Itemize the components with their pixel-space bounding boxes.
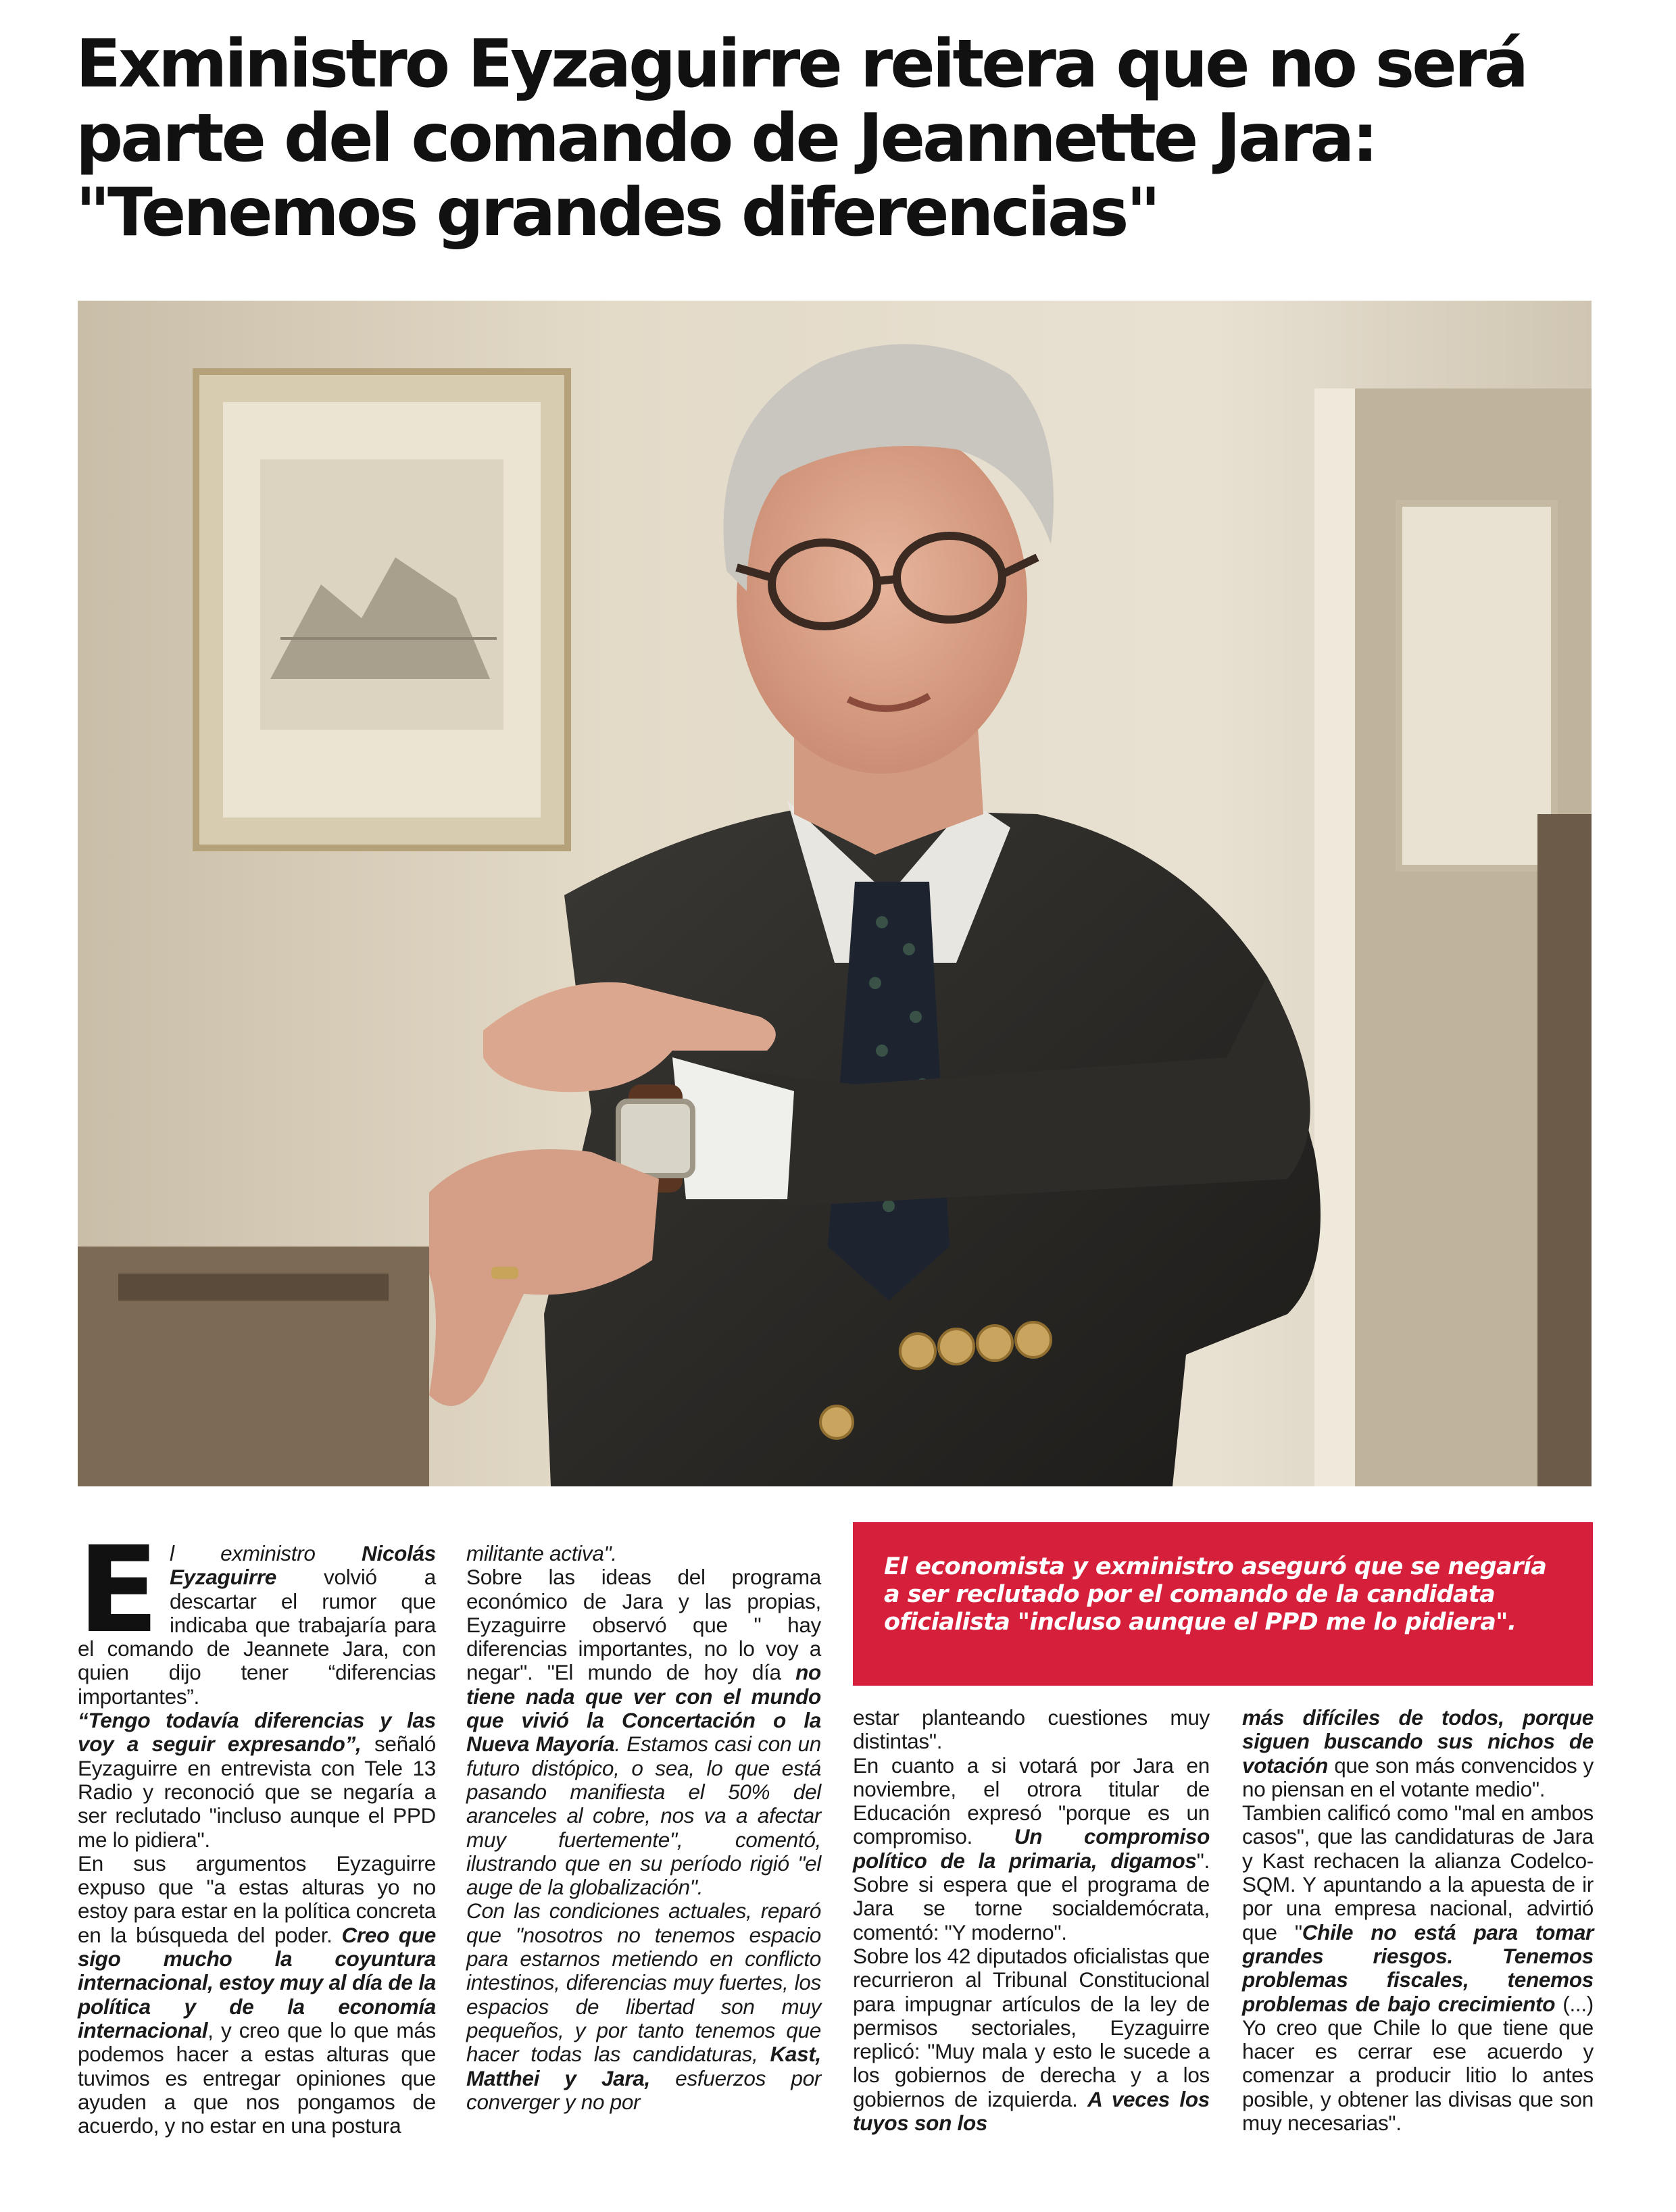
article-column-3 xyxy=(853,1706,1210,2135)
text-run: (...) Yo creo que Chile lo que tiene que hacer es cerrar ese acuerdo y comenzar a producir litio lo antes posible, y obtener las divisas que son muy necesarias". xyxy=(1242,1991,1594,2136)
article-column-1 xyxy=(78,1521,437,2138)
highlighted-quote: más difíciles de todos, porque siguen buscando sus nichos de votación xyxy=(1242,1705,1594,1778)
paragraph xyxy=(853,1706,1210,1754)
text-run: Con las condiciones actuales, reparó que "nosotros no tenemos espacio para estarnos metiendo en conflicto intestinos, diferencias muy fuertes, los espacios de libertad son muy pequeños, y por tanto tenemos que hacer todas las candidaturas, xyxy=(466,1899,821,2067)
article-photo xyxy=(78,301,1592,1486)
text-run: esfuerzos por converger y no por xyxy=(466,2065,821,2114)
column-body xyxy=(466,1542,821,2114)
headline: Exministro Eyzaguirre reitera que no será parte del comando de Jeannette Jara: "Tenemos grandes diferencias" xyxy=(76,26,1527,251)
text-run: Tambien calificó como "mal en ambos casos", que las candidaturas de Jara y Kast rechacen la alianza Codelco-SQM. Y apuntando a la apuesta de ir por una empresa nacional, advirtió que " xyxy=(1242,1801,1594,1944)
text-run: En sus argumentos Eyzaguirre expuso que "a estas alturas yo no estoy para estar en la política concreta en la búsqueda del poder. xyxy=(78,1851,436,1947)
text-run: En cuanto a si votará por Jara en noviembre, el otrora titular de Educación expresó "porque es un compromiso. xyxy=(853,1753,1210,1849)
text-run: , y creo que lo que más podemos hacer a estas alturas que tuvimos es entregar opiniones que ayuden a que nos pongamos de acuerdo, y no estar en una postura xyxy=(78,2017,436,2138)
text-run: volvió a descartar el rumor que indicaba que trabajaría para el comando de Jeannete Jara, con quien dijo tener “diferencias importantes”. xyxy=(78,1565,436,1709)
text-run: ". Sobre si espera que el programa de Jara se torne socialdemócrata, comentó: "Y moderno". xyxy=(853,1848,1210,1944)
paragraph xyxy=(853,1944,1210,2135)
article-column-4 xyxy=(1242,1706,1594,2135)
paragraph xyxy=(466,1899,821,2114)
callout-text: El economista y exministro aseguró que se negaría a ser reclutado por el comando de la candidata oficialista "incluso aunque el PPD me lo pidiera". xyxy=(884,1553,1547,1636)
paragraph xyxy=(78,1852,436,2138)
photo-illustration xyxy=(78,301,1592,1486)
paragraph xyxy=(1242,1706,1594,1801)
text-run: militante activa". xyxy=(466,1541,617,1565)
column-body xyxy=(853,1706,1210,2135)
highlighted-quote: “Tengo todavía diferencias y las voy a seguir expresando”, xyxy=(78,1708,436,1757)
text-run: l exministro xyxy=(169,1541,362,1565)
highlighted-quote: A veces los tuyos son los xyxy=(853,2086,1210,2136)
paragraph xyxy=(78,1709,436,1852)
text-run: . Estamos casi con un futuro distópico, o sea, lo que está pasando manifiesta el 50% del aranceles al cobre, nos va a afectar muy fuertemente", comentó, ilustrando que en su período rigió "el auge de la globalización". xyxy=(466,1732,821,1900)
text-run: Sobre los 42 diputados oficialistas que recurrieron al Tribunal Constitucional para impugnar artículos de la ley de permisos sectoriales, Eyzaguirre replicó: "Muy mala y esto le sucede a los gobiernos de derecha y a los gobiernos de izquierda. xyxy=(853,1943,1210,2111)
highlighted-quote: no tiene nada que ver con el mundo que vivió la Concertación o la Nueva Mayoría xyxy=(466,1660,821,1757)
highlighted-quote: Chile no está para tomar grandes riesgos. Tenemos problemas fiscales, tenemos problemas de bajo crecimiento xyxy=(1242,1919,1594,2016)
highlighted-quote: Creo que sigo mucho la coyuntura internacional, estoy muy al día de la política y de la economía internacional xyxy=(78,1922,436,2042)
paragraph xyxy=(466,1565,821,1899)
article-column-2 xyxy=(466,1542,821,2114)
text-run: estar planteando cuestiones muy distintas". xyxy=(853,1705,1210,1754)
paragraph xyxy=(853,1754,1210,1944)
column-body xyxy=(1242,1706,1594,2135)
highlighted-quote: Un compromiso político de la primaria, digamos xyxy=(853,1824,1210,1873)
callout-box xyxy=(853,1522,1593,1686)
highlighted-quote: Kast, Matthei y Jara, xyxy=(466,2042,821,2090)
highlighted-quote: Nicolás Eyzaguirre xyxy=(169,1541,436,1590)
paragraph xyxy=(466,1542,821,1565)
text-run: Sobre las ideas del programa económico de Jara y las propias, Eyzaguirre observó que " hay diferencias importantes, no lo voy a negar". "El mundo de hoy día xyxy=(466,1565,821,1685)
paragraph xyxy=(1242,1801,1594,2135)
drop-cap: E xyxy=(78,1521,159,1659)
text-run: que son más convencidos y no piensan en el votante medio". xyxy=(1242,1753,1594,1801)
text-run: señaló Eyzaguirre en entrevista con Tele 13 Radio y reconoció que se negaría a ser reclutado "incluso aunque el PPD me lo pidiera". xyxy=(78,1732,437,1852)
